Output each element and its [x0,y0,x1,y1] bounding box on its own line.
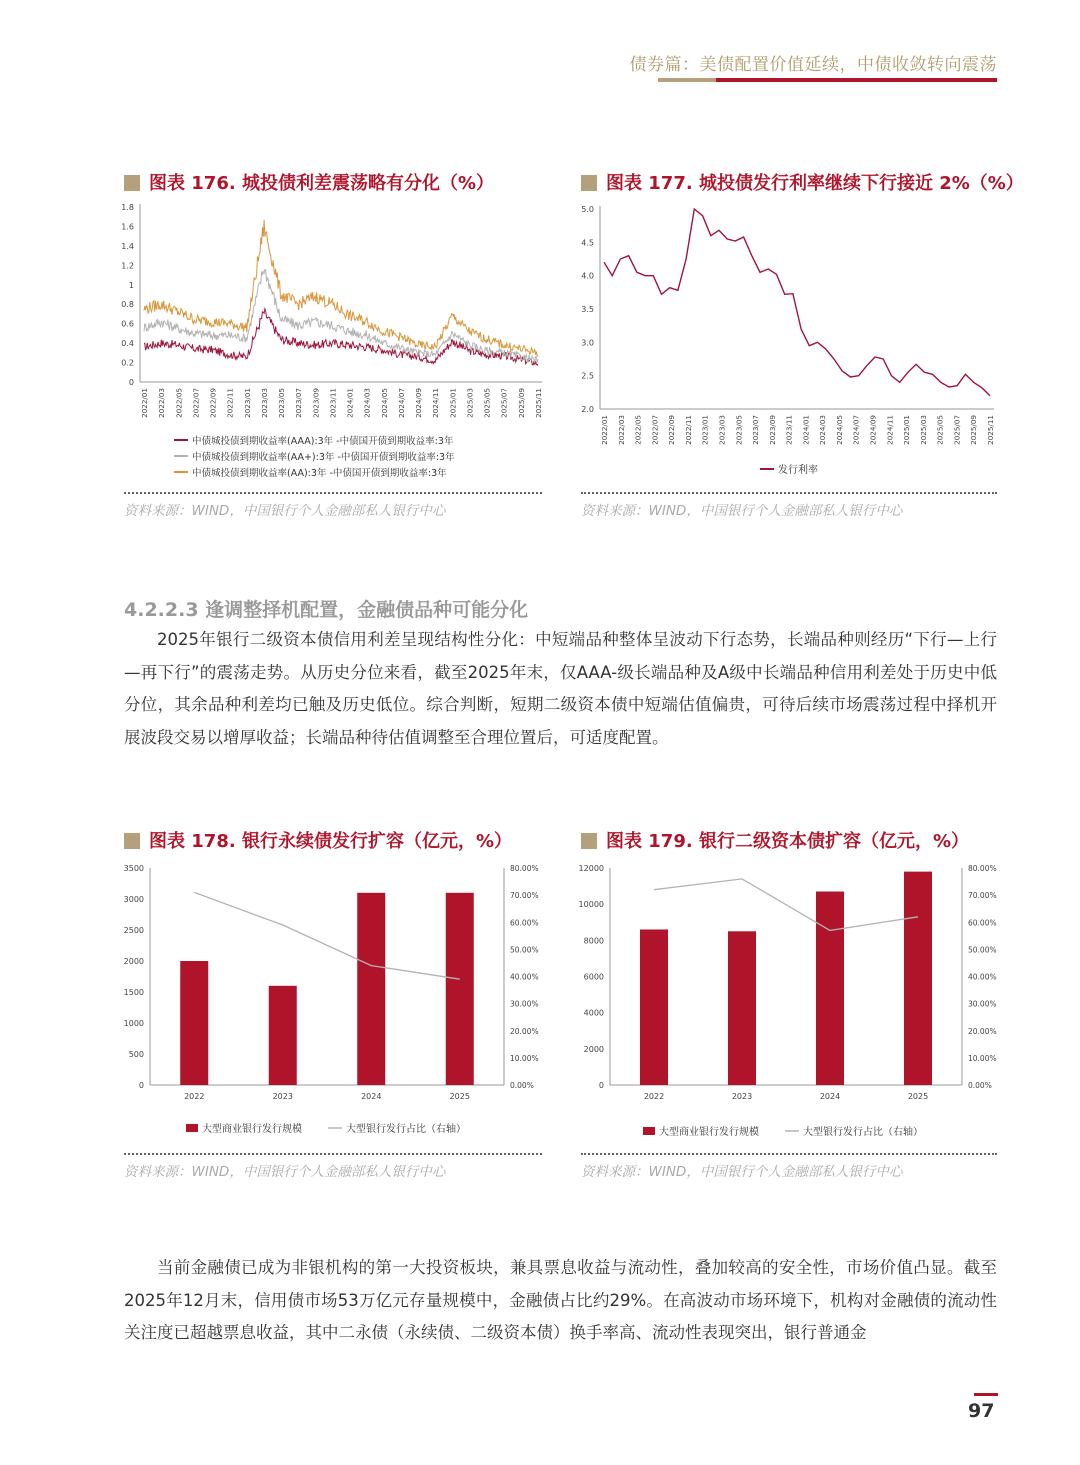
x-tick-label: 2025/03 [465,388,475,418]
y2-tick-label: 50.00% [510,945,539,955]
legend-label-3: 中债城投债到期收益率(AA):3年 -中债国开债到期收益率:3年 [192,468,447,479]
fig177-chart [570,198,1000,486]
x-tick-label: 2022/01 [140,388,149,418]
legend-swatch-bar [643,1127,655,1135]
fig177-source-divider [581,492,997,494]
y2-tick-label: 80.00% [968,864,997,873]
y2-tick-label: 20.00% [510,1026,539,1036]
y-tick-label: 2000 [123,957,144,966]
fig178-chart [110,857,550,1145]
y-tick-label: 2.5 [581,371,594,381]
y-tick-label: 1000 [123,1019,144,1028]
x-tick-label: 2024/09 [868,415,878,445]
y-tick-label: 3000 [123,895,144,904]
x-tick-label: 2024/05 [834,415,844,445]
x-tick-label: 2022/07 [650,415,660,445]
header-rule-gold [658,78,716,82]
x-tick-label: 2023/05 [277,388,287,418]
legend-label-1: 发行利率 [778,465,818,476]
x-tick-label: 2025/07 [499,388,509,418]
y-tick-label: 0 [598,1081,604,1090]
y-tick-label: 1500 [123,988,144,997]
x-tick-label: 2022/03 [157,388,167,418]
y2-tick-label: 60.00% [510,918,539,928]
y-tick-label: 2.0 [581,405,594,414]
y-tick-label: 1.6 [121,222,134,232]
y-tick-label: 0 [128,378,134,387]
y2-tick-label: 0.00% [968,1081,992,1090]
x-tick-label: 2024/11 [431,388,441,418]
x-tick-label: 2022/03 [616,415,626,445]
paragraph-1-text: 2025年银行二级资本债信用利差呈现结构性分化：中短端品种整体呈波动下行态势，长端品种则经历“下行—上行—再下行”的震荡走势。从历史分位来看，截至2025年末，仅AAA-级长端品种及A级中长端品种信用利差处于历史中低分位，其余品种利差均已触及历史低位。综合判断，短期二级资本债中短端估值偏贵，可待后续市场震荡过程中择机开展波段交易以增厚收益；长端品种待估值调整至合理位置后，可适度配置。 [124,630,997,747]
x-tick-label: 2024/09 [414,388,424,418]
x-tick-label: 2024 [361,1092,382,1101]
x-tick-label: 2023/05 [734,415,744,445]
x-tick-label: 2022/09 [208,388,218,418]
x-tick-label: 2023/11 [784,415,794,445]
y-tick-label: 4.0 [581,271,594,281]
y-tick-label: 5.0 [581,205,594,214]
legend-label-line: 大型银行发行占比（右轴） [803,1127,923,1138]
title-square-icon [581,833,597,849]
legend-swatch-bar [186,1124,198,1132]
y-tick-label: 3.0 [581,338,594,348]
y-tick-label: 2500 [123,926,144,935]
bar-2025 [904,872,932,1085]
y2-tick-label: 80.00% [510,864,539,873]
series-line-3 [144,220,538,356]
y2-tick-label: 40.00% [968,972,997,982]
legend-label-2: 中债城投债到期收益率(AA+):3年 -中债国开债到期收益率:3年 [192,452,455,463]
x-tick-label: 2024/05 [379,388,389,418]
paragraph-2-text: 当前金融债已成为非银机构的第一大投资板块，兼具票息收益与流动性，叠加较高的安全性，市场价值凸显。截至2025年12月末，信用债市场53万亿元存量规模中，金融债占比约29%。在高波动市场环境下，机构对金融债的流动性关注度已超越票息收益，其中二永债（永续债、二级资本债）换手率高、流动性表现突出，银行普通金 [124,1258,997,1342]
y-tick-label: 0 [138,1081,144,1090]
x-tick-label: 2022 [643,1092,665,1101]
x-tick-label: 2024/01 [801,415,811,445]
y-tick-label: 12000 [578,864,604,873]
x-tick-label: 2024/03 [818,415,828,445]
fig179-source: 资料来源：WIND，中国银行个人金融部私人银行中心 [581,1164,903,1180]
x-tick-label: 2025/05 [482,388,492,418]
x-tick-label: 2024/03 [362,388,372,418]
y-tick-label: 6000 [583,972,604,982]
bar-2024 [816,892,844,1085]
x-tick-label: 2023/01 [242,388,252,418]
fig179-source-divider [581,1153,997,1155]
fig178-title-text: 图表 178. 银行永续债发行扩容（亿元，%） [149,831,512,852]
page-number: 97 [968,1400,995,1422]
y-tick-label: 0.6 [121,319,134,329]
x-tick-label: 2024/07 [851,415,861,445]
x-tick-label: 2024/01 [345,388,355,418]
x-tick-label: 2022/11 [683,415,693,445]
bar-2022 [640,929,668,1085]
fig177-title-text: 图表 177. 城投债发行利率继续下行接近 2%（%） [606,173,1024,194]
x-tick-label: 2025/01 [448,388,458,418]
page-number-rule [974,1393,998,1396]
x-tick-label: 2025/07 [952,415,962,445]
x-tick-label: 2022/01 [600,415,609,445]
bar-2025 [446,893,474,1085]
y2-tick-label: 40.00% [510,972,539,982]
y2-tick-label: 30.00% [510,999,539,1009]
paragraph-1 [124,624,997,754]
x-tick-label: 2025/03 [918,415,928,445]
x-tick-label: 2023/03 [259,388,269,418]
series-line-1 [604,209,990,396]
x-tick-label: 2025 [907,1092,929,1101]
section-heading: 4.2.2.3 逢调整择机配置，金融债品种可能分化 [124,599,529,621]
x-tick-label: 2023 [272,1092,293,1101]
y-tick-label: 3500 [123,864,144,873]
series-line-2 [144,270,538,363]
y-tick-label: 0.8 [121,300,134,310]
y2-tick-label: 10.00% [510,1053,539,1063]
title-square-icon [581,175,597,191]
x-tick-label: 2024/07 [396,388,406,418]
x-tick-label: 2023/01 [700,415,710,445]
y2-tick-label: 60.00% [968,918,997,928]
y-tick-label: 1.2 [121,261,134,271]
legend-label-bar: 大型商业银行发行规模 [659,1127,759,1138]
x-tick-label: 2023/09 [311,388,321,418]
y-tick-label: 500 [128,1050,144,1059]
legend-label-1: 中债城投债到期收益率(AAA):3年 -中债国开债到期收益率:3年 [192,436,454,447]
bar-2023 [269,986,297,1085]
ratio-line [194,892,460,979]
bar-2022 [180,961,208,1085]
y2-tick-label: 10.00% [968,1053,997,1063]
fig176-source: 资料来源：WIND，中国银行个人金融部私人银行中心 [124,503,446,519]
fig179-title-text: 图表 179. 银行二级资本债扩容（亿元，%） [606,831,969,852]
x-tick-label: 2022/07 [191,388,201,418]
x-tick-label: 2025/11 [986,415,995,445]
bar-2024 [357,893,385,1085]
x-tick-label: 2022/05 [633,415,643,445]
title-square-icon [124,833,140,849]
y-tick-label: 4.5 [581,238,594,248]
x-tick-label: 2023 [731,1092,753,1101]
x-tick-label: 2025/05 [935,415,945,445]
fig177-title [581,169,1024,195]
y2-tick-label: 50.00% [968,945,997,955]
fig176-title [124,169,494,195]
x-tick-label: 2025/11 [534,388,543,418]
x-tick-label: 2025/09 [969,415,979,445]
fig178-source: 资料来源：WIND，中国银行个人金融部私人银行中心 [124,1164,446,1180]
fig179-title [581,827,969,853]
y-tick-label: 3.5 [581,305,594,314]
fig176-title-text: 图表 176. 城投债利差震荡略有分化（%） [149,173,494,194]
fig176-source-divider [124,492,542,494]
x-tick-label: 2022 [184,1092,205,1101]
title-square-icon [124,175,140,191]
x-tick-label: 2023/07 [751,415,761,445]
legend-label-bar: 大型商业银行发行规模 [202,1124,302,1135]
y-tick-label: 10000 [578,900,604,910]
x-tick-label: 2023/03 [717,415,727,445]
y2-tick-label: 20.00% [968,1026,997,1036]
header-rule-red [716,78,997,82]
y2-tick-label: 70.00% [968,891,997,901]
fig177-source: 资料来源：WIND，中国银行个人金融部私人银行中心 [581,503,903,519]
legend-label-line: 大型银行发行占比（右轴） [346,1124,466,1135]
y-tick-label: 0.2 [121,358,134,368]
x-tick-label: 2023/11 [328,388,338,418]
ratio-line [654,879,918,931]
x-tick-label: 2025/09 [516,388,526,418]
y2-tick-label: 0.00% [510,1081,534,1090]
running-header-title: 债券篇：美债配置价值延续，中债收敛转向震荡 [629,55,997,75]
paragraph-2 [124,1252,997,1350]
y-tick-label: 0.4 [121,339,134,349]
x-tick-label: 2024/11 [885,415,895,445]
y-tick-label: 2000 [583,1044,604,1054]
x-tick-label: 2023/07 [294,388,304,418]
x-tick-label: 2025/01 [902,415,912,445]
y-tick-label: 4000 [583,1008,604,1018]
bar-2023 [728,931,756,1085]
fig178-title [124,827,512,853]
x-tick-label: 2022/05 [174,388,184,418]
y-tick-label: 1.8 [121,203,134,212]
y2-tick-label: 30.00% [968,999,997,1009]
y-tick-label: 8000 [583,936,604,946]
fig178-source-divider [124,1153,542,1155]
y2-tick-label: 70.00% [510,891,539,901]
x-tick-label: 2022/09 [667,415,677,445]
x-tick-label: 2025 [449,1092,470,1101]
x-tick-label: 2022/11 [225,388,235,418]
y-tick-label: 1.4 [121,241,134,251]
fig176-chart [110,198,550,486]
x-tick-label: 2023/09 [767,415,777,445]
fig179-chart [570,857,1000,1145]
x-tick-label: 2024 [819,1092,841,1101]
y-tick-label: 1 [128,280,134,290]
